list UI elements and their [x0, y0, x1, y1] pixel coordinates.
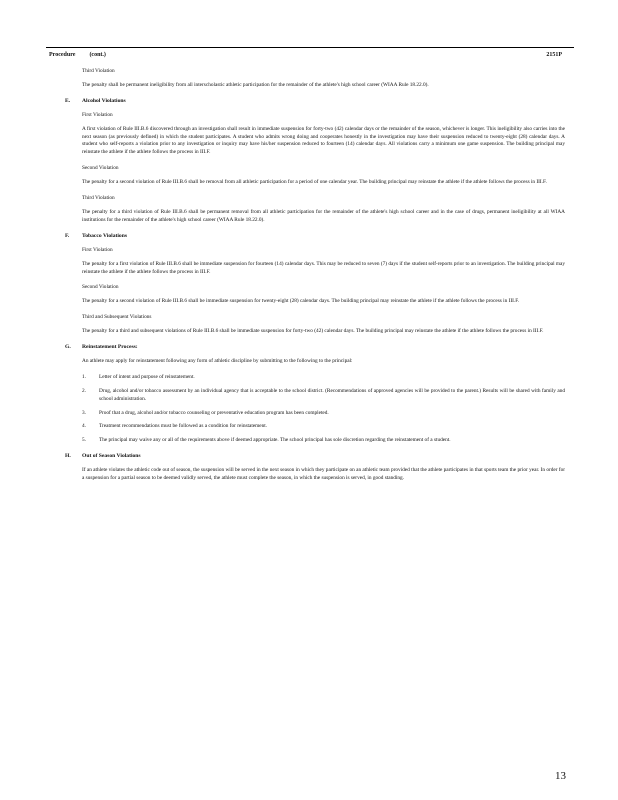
section-alcohol — [65, 98, 565, 225]
document-body — [65, 68, 565, 491]
header-rule — [46, 47, 574, 48]
item-text: Proof that a drug, alcohol and/or tobacco counseling or preventative education program has been completed. — [99, 409, 329, 416]
intro-paragraph: The penalty shall be permanent ineligibility from all interscholastic athletic participation for the remainder of the athlete's high school career (WIAA Rule 18.22.0). — [82, 81, 429, 88]
list-item — [82, 437, 565, 445]
subheading: Second Violation — [82, 165, 119, 172]
item-text: Treatment recommendations must be followed as a condition for reinstatement. — [99, 423, 268, 430]
section-title: Reinstatement Process: — [82, 344, 138, 351]
section-letter: E. — [65, 97, 71, 104]
section-reinstatement — [65, 344, 565, 445]
item-number: 2. — [82, 387, 86, 394]
subheading: First Violation — [82, 246, 113, 253]
list-item — [82, 388, 565, 404]
paragraph: The penalty for a first violation of Rule III.B.6 shall be immediate suspension for fourteen (14) calendar days. This may be reduced to seven (7) days if the student self-reports prior to an investigation. The building principal may reinstate the athlete if the athlete follows the process in III.F. — [82, 260, 565, 275]
paragraph: A first violation of Rule III.B.6 discovered through an investigation shall result in immediate suspension for forty-two (42) calendar days or the remainder of the season, whichever is longer. This ineligibility also carries into the next season (as previously defined) in which the student participates. A student who admits wrong doing and cooperates honestly in the investigation may have their suspension reduced to twenty-eight (28) calendar days. A student who self-reports a violation prior to any investigation or inquiry may have his/her suspension reduced to fourteen (14) calendar days. All violations carry a minimum one game suspension. The building principal may reinstate the athlete if the athlete follows the process in III.F. — [82, 125, 565, 156]
item-text: Letter of intent and purpose of reinstatement. — [99, 373, 195, 380]
page-header — [49, 52, 574, 58]
item-text: The principal may waive any or all of the requirements above if deemed appropriate. The school principal has sole discretion regarding the reinstatement of a student. — [99, 437, 451, 444]
paragraph: The penalty for a third violation of Rule III.B.6 shall be permanent removal from all athletic participation for the remainder of the athlete's high school career and in the case of drugs, permanent ineligibility at all WIAA institutions for the remainder of the athlete's high school career (WIAA Rule 18.22.0). — [82, 208, 565, 223]
requirements-list — [82, 374, 565, 445]
paragraph: The penalty for a second violation of Rule III.B.6 shall be removal from all athletic participation for a period of one calendar year. The building principal may reinstate the athlete if the athlete follows the process in III.F. — [82, 179, 547, 186]
paragraph: An athlete may apply for reinstatement following any form of athletic discipline by submitting to the following to the principal: — [82, 357, 353, 364]
intro-block — [65, 68, 565, 90]
subheading: First Violation — [82, 111, 113, 118]
section-out-of-season — [65, 453, 565, 483]
item-number: 4. — [82, 423, 86, 430]
paragraph: The penalty for a third and subsequent violations of Rule III.B.6 shall be immediate suspension for forty-two (42) calendar days. The building principal may reinstate the athlete if the athlete follows the process in III.F. — [82, 328, 544, 335]
section-letter: F. — [65, 232, 70, 239]
paragraph: The penalty for a second violation of Rule III.B.6 shall be immediate suspension for twenty-eight (28) calendar days. The building principal may reinstate the athlete if the athlete follows the process in III.F. — [82, 298, 520, 305]
subheading: Second Violation — [82, 284, 119, 291]
subheading: Third Violation — [82, 195, 115, 202]
header-cont: (cont.) — [89, 52, 106, 58]
page-number: 13 — [555, 770, 566, 782]
section-letter: H. — [65, 453, 71, 460]
intro-subheading: Third Violation — [82, 68, 115, 74]
item-number: 1. — [82, 373, 86, 380]
section-tobacco — [65, 233, 565, 336]
section-title: Tobacco Violations — [82, 232, 128, 239]
header-title: Procedure — [49, 52, 76, 58]
list-item — [82, 374, 565, 382]
subheading: Third and Subsequent Violations — [82, 314, 152, 321]
item-number: 3. — [82, 409, 86, 416]
paragraph: If an athlete violates the athletic code out of season, the suspension will be served in the next season in which they participate on an athletic team provided that the athlete participates in that sports team the prior year. In order for a suspension for a partial season to be deemed validly served, the athlete must complete the season, in which the suspension is served, in good standing. — [82, 467, 565, 482]
item-text: Drug, alcohol and/or tobacco assessment by an individual agency that is acceptable to the school district. (Recommendations of approved agencies will be provided to the parent.) Results will be shared with family and school administration. — [99, 387, 565, 402]
section-title: Alcohol Violations — [82, 97, 126, 104]
item-number: 5. — [82, 437, 86, 444]
policy-code: 2151P — [546, 52, 562, 58]
list-item — [82, 410, 565, 418]
list-item — [82, 423, 565, 431]
section-letter: G. — [65, 344, 71, 351]
section-title: Out of Season Violations — [82, 453, 141, 460]
